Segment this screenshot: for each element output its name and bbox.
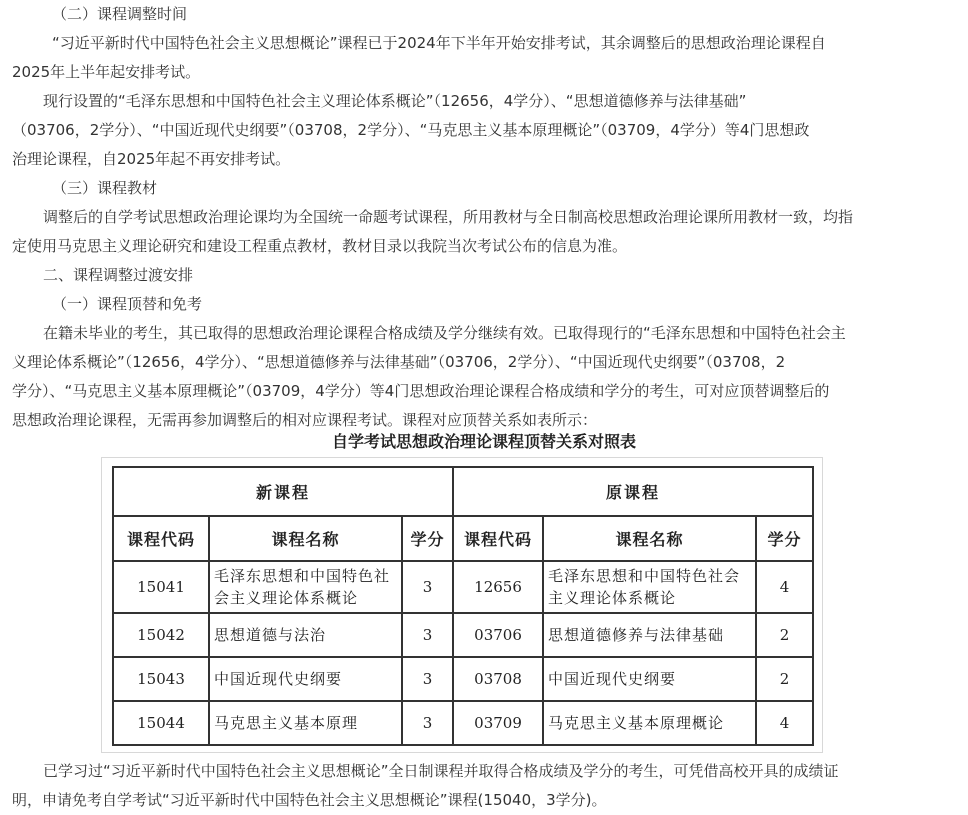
- new-code-cell: 15042: [113, 613, 209, 657]
- paragraph-line: 治理论课程，自2025年起不再安排考试。: [12, 150, 291, 168]
- paragraph-line: 现行设置的“毛泽东思想和中国特色社会主义理论体系概论”（12656，4学分）、“思想道德修养与法律基础”: [43, 92, 747, 110]
- new-credit-cell: 3: [402, 701, 453, 745]
- old-credit-cell: 4: [756, 561, 813, 613]
- paragraph-line: 2025年上半年起安排考试。: [12, 63, 201, 81]
- new-code-cell: 15041: [113, 561, 209, 613]
- new-name-cell: 毛泽东思想和中国特色社会主义理论体系概论: [209, 561, 402, 613]
- new-credit-cell: 3: [402, 657, 453, 701]
- section-heading-transition: 二、课程调整过渡安排: [43, 266, 194, 284]
- paragraph-line: 定使用马克思主义理论研究和建设工程重点教材，教材目录以我院当次考试公布的信息为准。: [12, 237, 628, 255]
- exemption-paragraph: [12, 757, 952, 815]
- group-header-old: 原课程: [453, 467, 813, 516]
- paragraph-line: 义理论体系概论”（12656，4学分）、“思想道德修养与法律基础”（03706，2学分）、“中国近现代史纲要”（03708，2: [12, 353, 786, 371]
- old-code-cell: 12656: [453, 561, 543, 613]
- old-credit-cell: 2: [756, 613, 813, 657]
- column-header-old-name: 课程名称: [543, 516, 756, 561]
- table-column-header-row: [113, 516, 813, 561]
- section-heading-substitution: （一）课程顶替和免考: [52, 295, 203, 313]
- paragraph-line: 已学习过“习近平新时代中国特色社会主义思想概论”全日制课程并取得合格成绩及学分的考生，可凭借高校开具的成绩证: [43, 762, 839, 780]
- old-credit-cell: 2: [756, 657, 813, 701]
- old-name-cell: 中国近现代史纲要: [543, 657, 756, 701]
- table-row: [113, 657, 813, 701]
- course-substitution-table: [112, 466, 814, 746]
- old-code-cell: 03708: [453, 657, 543, 701]
- new-name-cell: 思想道德与法治: [209, 613, 402, 657]
- old-name-cell: 马克思主义基本原理概论: [543, 701, 756, 745]
- paragraph-line: 学分）、“马克思主义基本原理概论”（03709，4学分）等4门思想政治理论课程合格成绩和学分的考生，可对应顶替调整后的: [12, 382, 830, 400]
- column-header-new-code: 课程代码: [113, 516, 209, 561]
- old-code-cell: 03706: [453, 613, 543, 657]
- new-name-cell: 马克思主义基本原理: [209, 701, 402, 745]
- table-row: [113, 561, 813, 613]
- paragraph-line: “习近平新时代中国特色社会主义思想概论”课程已于2024年下半年开始安排考试，其余调整后的思想政治理论课程自: [52, 34, 826, 52]
- old-code-cell: 03709: [453, 701, 543, 745]
- old-name-cell: 思想道德修养与法律基础: [543, 613, 756, 657]
- section-heading-course-adjustment-time: （二）课程调整时间: [52, 5, 188, 23]
- new-code-cell: 15044: [113, 701, 209, 745]
- paragraph-line: 调整后的自学考试思想政治理论课均为全国统一命题考试课程，所用教材与全日制高校思想政治理论课所用教材一致，均指: [43, 208, 854, 226]
- new-name-cell: 中国近现代史纲要: [209, 657, 402, 701]
- table-row: [113, 701, 813, 745]
- new-credit-cell: 3: [402, 561, 453, 613]
- table-group-header-row: [113, 467, 813, 516]
- paragraph-line: 思想政治理论课程，无需再参加调整后的相对应课程考试。课程对应顶替关系如表所示：: [12, 411, 598, 429]
- paragraph-line: （03706，2学分）、“中国近现代史纲要”（03708，2学分）、“马克思主义基本原理概论”（03709，4学分）等4门思想政: [12, 121, 810, 139]
- old-name-cell: 毛泽东思想和中国特色社会主义理论体系概论: [543, 561, 756, 613]
- new-code-cell: 15043: [113, 657, 209, 701]
- group-header-new: 新课程: [113, 467, 453, 516]
- table-row: [113, 613, 813, 657]
- document-body: [12, 0, 912, 435]
- table-title: 自学考试思想政治理论课程顶替关系对照表: [331, 432, 636, 451]
- paragraph-line: 明，申请免考自学考试“习近平新时代中国特色社会主义思想概论”课程(15040，3学分)。: [12, 791, 607, 809]
- column-header-old-code: 课程代码: [453, 516, 543, 561]
- old-credit-cell: 4: [756, 701, 813, 745]
- column-header-new-credit: 学分: [402, 516, 453, 561]
- column-header-new-name: 课程名称: [209, 516, 402, 561]
- new-credit-cell: 3: [402, 613, 453, 657]
- paragraph-line: 在籍未毕业的考生，其已取得的思想政治理论课程合格成绩及学分继续有效。已取得现行的“毛泽东思想和中国特色社会主: [43, 324, 846, 342]
- section-heading-textbooks: （三）课程教材: [52, 179, 158, 197]
- column-header-old-credit: 学分: [756, 516, 813, 561]
